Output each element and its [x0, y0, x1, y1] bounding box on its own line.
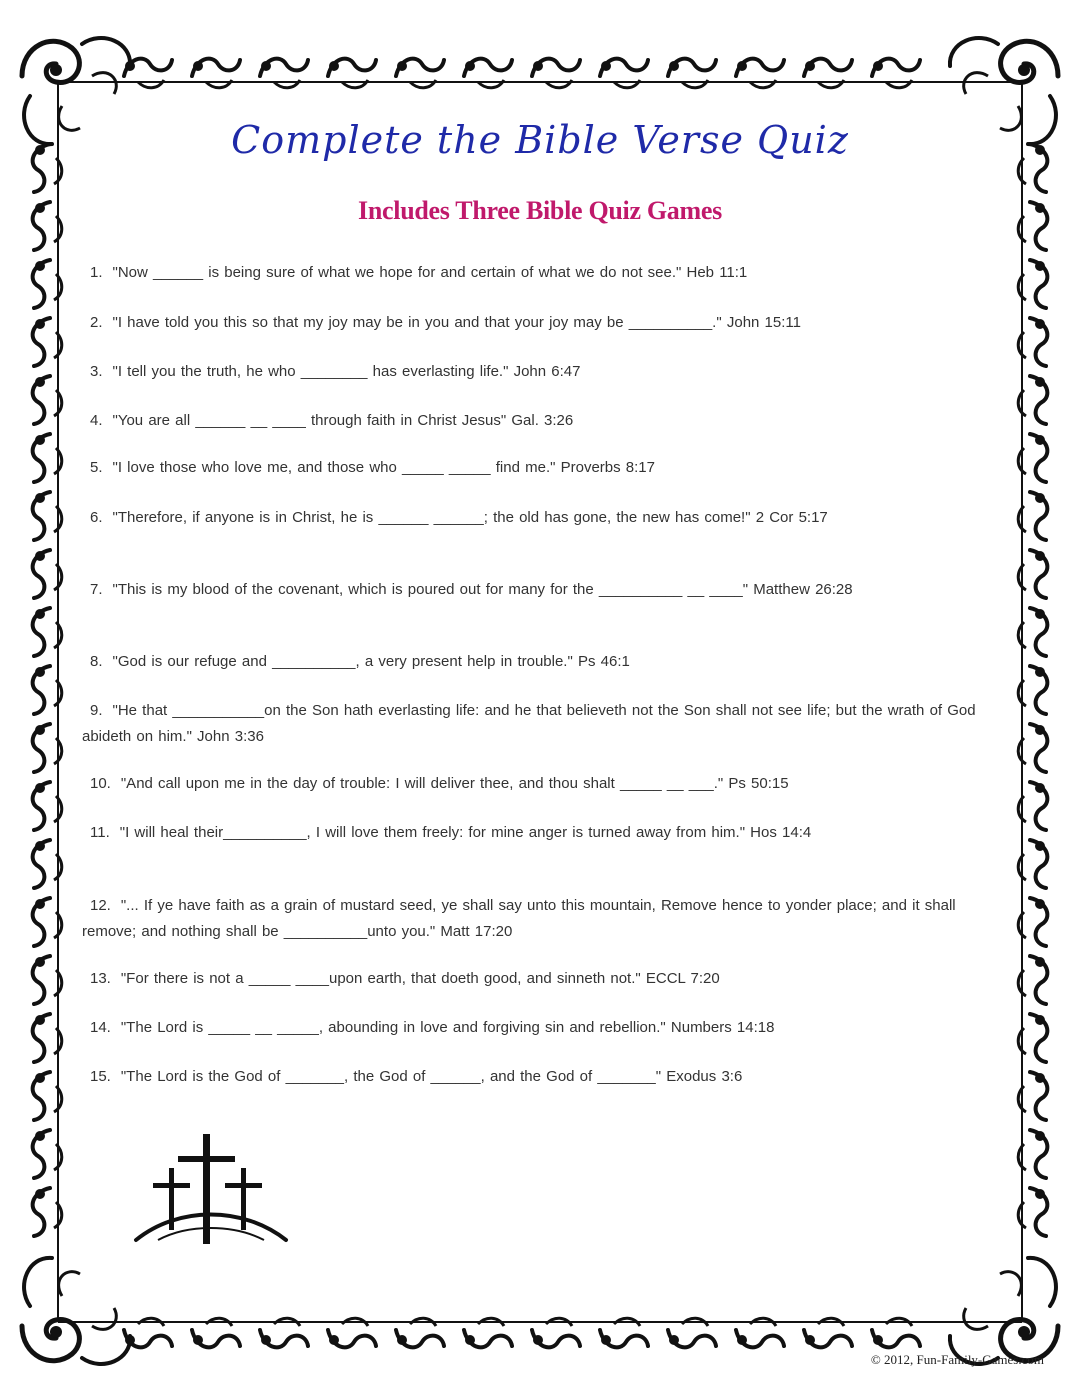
question-text: "And call upon me in the day of trouble: I will deliver thee, and thou shalt _____ __ ___." Ps 50:15 — [120, 775, 789, 792]
question-text: "Now ______ is being sure of what we hope for and certain of what we do not see." Heb 11:1 — [112, 264, 748, 281]
question-text: "I tell you the truth, he who ________ has everlasting life." John 6:47 — [112, 363, 581, 380]
question-text: "The Lord is the God of _______, the God of ______, and the God of _______" Exodus 3:6 — [120, 1068, 743, 1085]
question-item — [82, 698, 987, 750]
question-number: 9. — [90, 702, 103, 719]
question-number: 8. — [90, 653, 103, 670]
question-number: 6. — [90, 509, 103, 526]
question-text: "Therefore, if anyone is in Christ, he is ______ ______; the old has gone, the new has come!" 2 Cor 5:17 — [112, 509, 828, 526]
question-number: 14. — [90, 1019, 111, 1036]
page-subtitle: Includes Three Bible Quiz Games — [358, 196, 722, 225]
question-number: 1. — [90, 264, 103, 281]
question-text: "For there is not a _____ ____upon earth, that doeth good, and sinneth not." ECCL 7:20 — [120, 970, 720, 987]
question-text: "I love those who love me, and those who _____ _____ find me." Proverbs 8:17 — [112, 459, 655, 476]
question-item — [82, 1064, 987, 1090]
three-crosses-icon — [128, 1128, 293, 1253]
question-text: "I have told you this so that my joy may be in you and that your joy may be __________." John 15:11 — [112, 314, 801, 331]
question-number: 12. — [90, 897, 111, 914]
question-number: 7. — [90, 581, 103, 598]
question-number: 15. — [90, 1068, 111, 1085]
page-title: Complete the Bible Verse Quiz — [231, 118, 849, 162]
question-item — [82, 771, 987, 797]
question-item — [82, 455, 987, 481]
question-text: "I will heal their__________, I will love them freely: for mine anger is turned away from him." Hos 14:4 — [119, 824, 812, 841]
question-number: 4. — [90, 412, 103, 429]
question-number: 2. — [90, 314, 103, 331]
copyright-text: © 2012, Fun-Family-Games.com — [870, 1352, 1044, 1367]
question-text: "The Lord is _____ __ _____, abounding in love and forgiving sin and rebellion." Numbers 14:18 — [120, 1019, 775, 1036]
question-item — [82, 820, 987, 846]
question-text: "... If ye have faith as a grain of mustard seed, ye shall say unto this mountain, Remove hence to yonder place; and it shall remove; and nothing shall be __________unto you." Matt 17:20 — [82, 897, 956, 940]
question-item — [82, 359, 987, 385]
question-text: "God is our refuge and __________, a very present help in trouble." Ps 46:1 — [112, 653, 630, 670]
question-item — [82, 577, 987, 603]
question-text: "He that ___________on the Son hath everlasting life: and he that believeth not the Son shall not see life; but the wrath of God abideth on him." John 3:36 — [82, 702, 976, 745]
question-number: 10. — [90, 775, 111, 792]
question-item — [82, 408, 987, 434]
question-item — [82, 649, 987, 675]
question-text: "This is my blood of the covenant, which is poured out for many for the __________ __ ____" Matthew 26:28 — [112, 581, 853, 598]
question-text: "You are all ______ __ ____ through faith in Christ Jesus" Gal. 3:26 — [112, 412, 574, 429]
question-number: 3. — [90, 363, 103, 380]
question-item — [82, 310, 987, 336]
question-item — [82, 893, 987, 945]
question-item — [82, 505, 987, 531]
question-item — [82, 260, 987, 286]
question-number: 13. — [90, 970, 111, 987]
question-item — [82, 1015, 987, 1041]
question-number: 5. — [90, 459, 103, 476]
question-item — [82, 966, 987, 992]
question-number: 11. — [90, 824, 110, 841]
